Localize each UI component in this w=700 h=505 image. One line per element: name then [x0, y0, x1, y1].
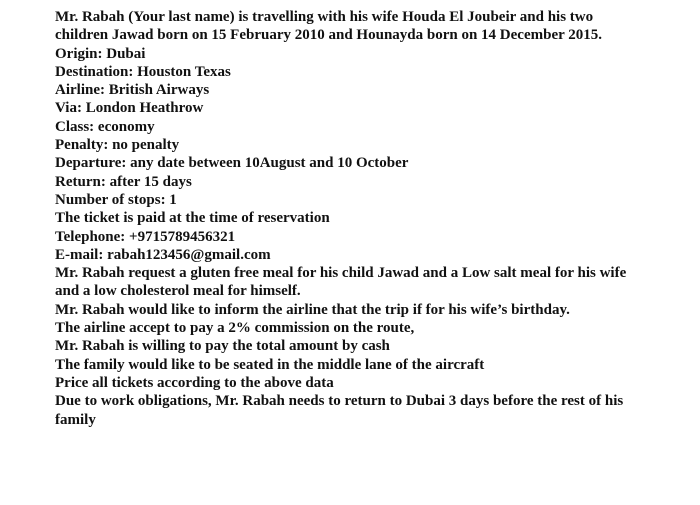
email-line: E-mail: rabah123456@gmail.com	[55, 246, 271, 263]
departure-line: Departure: any date between 10August and 10 October	[55, 155, 409, 172]
telephone-line: Telephone: +9715789456321	[55, 228, 236, 245]
payment-timing-line: The ticket is paid at the time of reservation	[55, 210, 330, 227]
class-line: Class: economy	[55, 118, 155, 135]
intro-paragraph: Mr. Rabah (Your last name) is travelling with his wife Houda El Joubeir and his two children Jawad born on 15 February 2010 and Hounayda born on 14 December 2015.	[55, 9, 602, 44]
pricing-line: Price all tickets according to the above data	[55, 374, 334, 391]
via-line: Via: London Heathrow	[55, 100, 204, 117]
return-line: Return: after 15 days	[55, 173, 192, 190]
stops-line: Number of stops: 1	[55, 191, 177, 208]
destination-line: Destination: Houston Texas	[55, 63, 231, 80]
cash-payment-line: Mr. Rabah is willing to pay the total amount by cash	[55, 338, 390, 355]
origin-line: Origin: Dubai	[55, 45, 146, 62]
penalty-line: Penalty: no penalty	[55, 137, 180, 154]
document-body	[55, 8, 645, 429]
birthday-line: Mr. Rabah would like to inform the airline that the trip if for his wife’s birthday.	[55, 301, 570, 318]
early-return-paragraph: Due to work obligations, Mr. Rabah needs to return to Dubai 3 days before the rest of his family	[55, 393, 624, 428]
airline-line: Airline: British Airways	[55, 82, 210, 99]
seating-line: The family would like to be seated in the middle lane of the aircraft	[55, 356, 485, 373]
meal-request-paragraph: Mr. Rabah request a gluten free meal for his child Jawad and a Low salt meal for his wife and a low cholesterol meal for himself.	[55, 265, 627, 300]
commission-line: The airline accept to pay a 2% commission on the route,	[55, 320, 415, 337]
